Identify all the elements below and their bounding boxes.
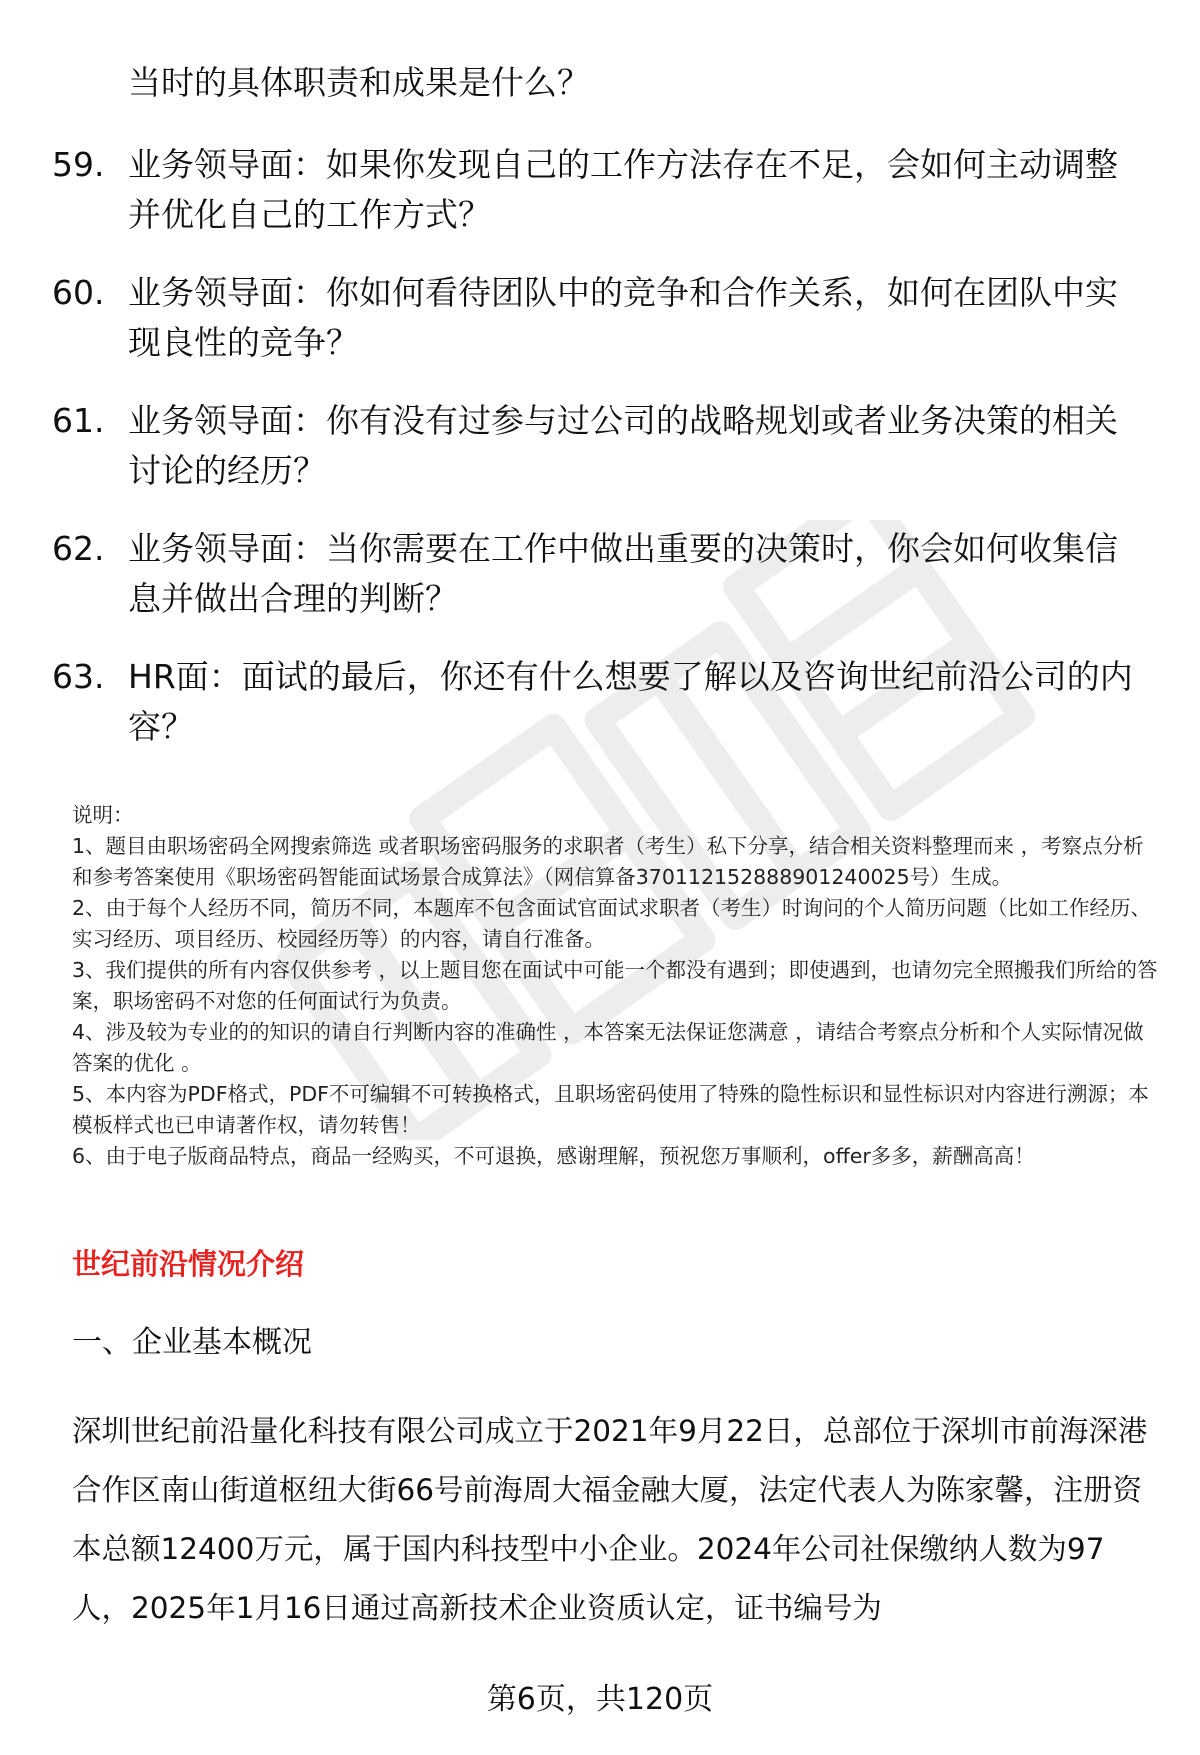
- question-item: [52, 524, 1150, 624]
- section-subtitle: 一、企业基本概况: [72, 1325, 312, 1360]
- question-item: [52, 140, 1150, 240]
- notes-heading: 说明：: [72, 803, 134, 827]
- notes-block: [72, 800, 1162, 1172]
- note-item: 2、由于每个人经历不同，简历不同，本题库不包含面试官面试求职者（考生）时询问的个人简历问题（比如工作经历、实习经历、项目经历、校园经历等）的内容，请自行准备。: [72, 896, 1152, 951]
- question-number: 62.: [52, 529, 105, 568]
- note-item: 5、本内容为PDF格式，PDF不可编辑不可转换格式，且职场密码使用了特殊的隐性标识和显性标识对内容进行溯源；本模板样式也已申请著作权，请勿转售！: [72, 1082, 1149, 1137]
- question-text: 业务领导面：你有没有过参与过公司的战略规划或者业务决策的相关讨论的经历？: [128, 401, 1118, 490]
- question-item: [52, 652, 1150, 752]
- note-item: 4、涉及较为专业的的知识的请自行判断内容的准确性 ，本答案无法保证您满意 ，请结合考察点分析和个人实际情况做答案的优化 。: [72, 1020, 1144, 1075]
- section-title: 世纪前沿情况介绍: [72, 1247, 305, 1281]
- question-item: [52, 268, 1150, 368]
- question-number: 59.: [52, 145, 105, 184]
- page-number: 第6页，共120页: [486, 1682, 714, 1717]
- note-item: 6、由于电子版商品特点，商品一经购买，不可退换，感谢理解，预祝您万事顺利，offer多多，薪酬高高！: [72, 1144, 1035, 1168]
- question-text: HR面：面试的最后，你还有什么想要了解以及咨询世纪前沿公司的内容？: [128, 657, 1133, 746]
- question-list: [52, 140, 1150, 780]
- question-text: 业务领导面：你如何看待团队中的竞争和合作关系，如何在团队中实现良性的竞争？: [128, 273, 1118, 362]
- question-continuation: 当时的具体职责和成果是什么？: [128, 63, 590, 102]
- question-text: 业务领导面：如果你发现自己的工作方法存在不足，会如何主动调整并优化自己的工作方式？: [128, 145, 1118, 234]
- question-item: [52, 396, 1150, 496]
- question-number: 60.: [52, 273, 105, 312]
- company-overview-paragraph: 深圳世纪前沿量化科技有限公司成立于2021年9月22日，总部位于深圳市前海深港合作区南山街道枢纽大街66号前海周大福金融大厦，法定代表人为陈家馨，注册资本总额12400万元，属于国内科技型中小企业。2024年公司社保缴纳人数为97人，2025年1月16日通过高新技术企业资质认定，证书编号为: [72, 1414, 1148, 1625]
- note-item: 3、我们提供的所有内容仅供参考 ，以上题目您在面试中可能一个都没有遇到；即使遇到，也请勿完全照搬我们所给的答案，职场密码不对您的任何面试行为负责。: [72, 958, 1158, 1013]
- question-number: 61.: [52, 401, 105, 440]
- question-text: 业务领导面：当你需要在工作中做出重要的决策时，你会如何收集信息并做出合理的判断？: [128, 529, 1118, 618]
- question-number: 63.: [52, 657, 105, 696]
- note-item: 1、题目由职场密码全网搜索筛选 或者职场密码服务的求职者（考生）私下分享，结合相关资料整理而来 ，考察点分析和参考答案使用《职场密码智能面试场景合成算法》（网信算备370112152888901240025号）生成。: [72, 834, 1144, 889]
